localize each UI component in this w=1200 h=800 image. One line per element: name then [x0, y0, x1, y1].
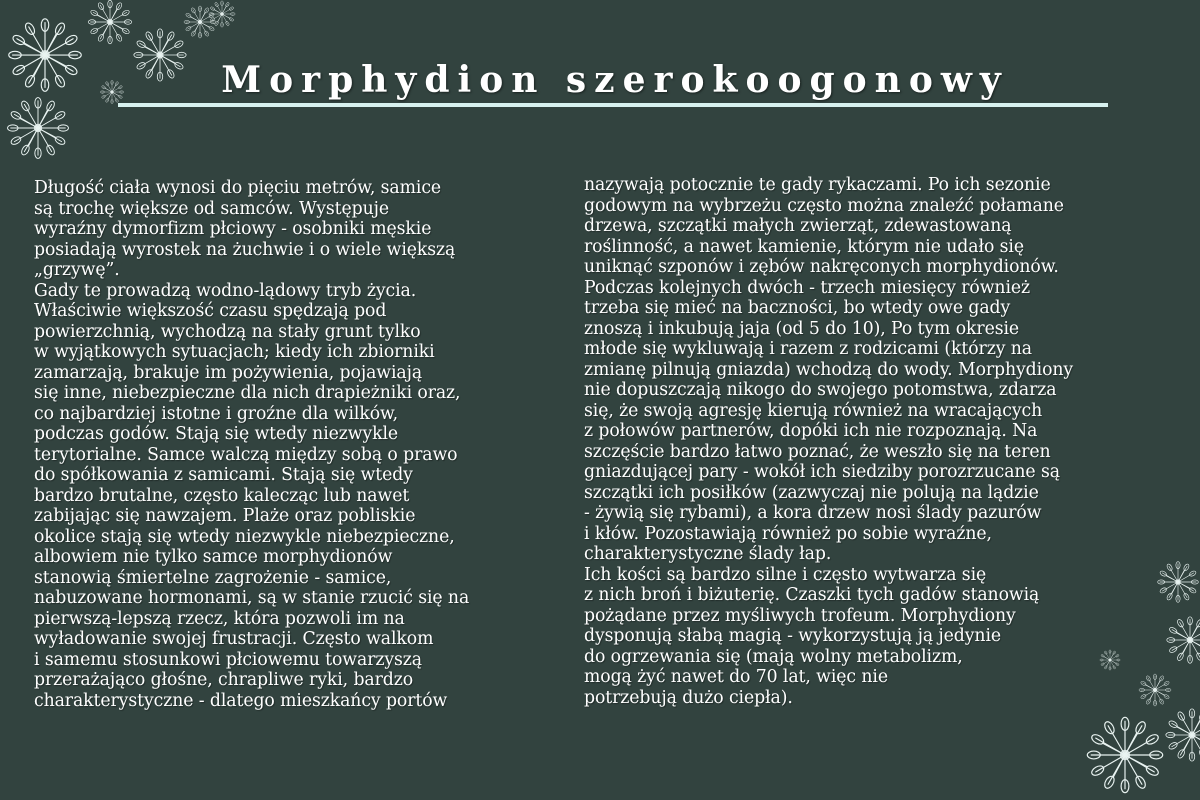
text-line: do spółkowania z samicami. Stają się wtedy [34, 465, 413, 485]
text-line: przerażająco głośne, chrapliwe ryki, bardzo [34, 670, 414, 690]
text-line: godowym na wybrzeżu często można znaleźć połamane [584, 195, 1064, 216]
title-underline [118, 103, 1108, 107]
text-line: pierwszą-lepszą rzecz, która pozwoli im na [34, 608, 405, 629]
text-line: potrzebują dużo ciepła). [584, 687, 793, 708]
text-line: szczęście bardzo łatwo poznać, że weszło się na teren [584, 441, 1051, 462]
text-line: co najbardziej istotne i groźne dla wilków, [34, 403, 399, 424]
text-line: powierzchnią, wychodzą na stały grunt tylko [34, 321, 421, 342]
text-line: nie dopuszczają nikogo do swojego potomstwa, zdarza [584, 380, 1057, 400]
text-line: Długość ciała wynosi do pięciu metrów, samice [34, 178, 442, 198]
left-text-column [34, 178, 469, 711]
text-line: i samemu stosunkowi płciowemu towarzyszą [34, 649, 423, 670]
text-line: charakterystyczne ślady łap. [584, 544, 832, 564]
text-line: dysponują słabą magią - wykorzystują ją jedynie [584, 626, 1002, 646]
text-line: z nich broń i biżuterię. Czaszki tych gadów stanowią [584, 585, 1040, 605]
text-line: charakterystyczne - dlatego mieszkańcy portów [34, 690, 448, 711]
text-line: posiadają wyrostek na żuchwie i o wiele większą [34, 239, 456, 260]
text-line: - żywią się rybami), a kora drzew nosi ślady pazurów [584, 503, 1042, 523]
text-line: trzeba się mieć na baczności, bo wtedy owe gady [584, 298, 1011, 318]
text-line: się inne, niebezpieczne dla nich drapieżniki oraz, [34, 383, 461, 403]
text-line: nazywają potocznie te gady rykaczami. Po ich sezonie [584, 175, 1051, 195]
text-line: mogą żyć nawet do 70 lat, więc nie [584, 667, 888, 687]
text-line: roślinność, a nawet kamienie, którym nie udało się [584, 236, 1024, 257]
text-line: Ich kości są bardzo silne i często wytwarza się [584, 564, 987, 585]
text-line: Właściwie większość czasu spędzają pod [34, 301, 387, 321]
text-line: „grzywę”. [34, 260, 120, 280]
text-line: do ogrzewania się (mają wolny metabolizm, [584, 646, 963, 667]
text-line: z połowów partnerów, dopóki ich nie rozpoznają. Na [584, 421, 1038, 441]
text-line: podczas godów. Stają się wtedy niezwykle [34, 424, 399, 444]
text-line: uniknąć szponów i zębów nakręconych morphydionów. [584, 257, 1059, 277]
text-line: młode się wykluwają i razem z rodzicami (którzy na [584, 339, 1032, 359]
text-line: stanowią śmiertelne zagrożenie - samice, [34, 567, 392, 588]
text-line: albowiem nie tylko samce morphydionów [34, 547, 393, 567]
text-line: okolice stają się wtedy niezwykle niebezpieczne, [34, 526, 455, 547]
text-line: Podczas kolejnych dwóch - trzech miesięcy również [584, 277, 1030, 298]
text-line: bardzo brutalne, często kalecząc lub nawet [34, 485, 410, 506]
page-title: Morphydion szerokoogonowy [221, 59, 1009, 101]
text-line: pożądane przez myśliwych trofeum. Morphydiony [584, 605, 1016, 626]
text-line: w wyjątkowych sytuacjach; kiedy ich zbiorniki [34, 342, 435, 362]
text-line: drzewa, szczątki małych zwierząt, zdewastowaną [584, 216, 1012, 236]
text-line: Gady te prowadzą wodno-lądowy tryb życia. [34, 280, 417, 301]
text-line: i kłów. Pozostawiają również po sobie wyraźne, [584, 523, 992, 544]
text-line: wyraźny dymorfizm płciowy - osobniki męskie [34, 219, 432, 239]
text-line: wyładowanie swojej frustracji. Często walkom [34, 629, 434, 649]
text-line: zabijając się nawzajem. Plaże oraz pobliskie [34, 506, 416, 526]
text-line: szczątki ich posiłków (zazwyczaj nie polują na lądzie [584, 482, 1039, 503]
text-line: terytorialne. Samce walczą między sobą o prawo [34, 444, 458, 465]
right-text-column [584, 175, 1073, 708]
text-line: gniazdującej pary - wokół ich siedziby porozrzucane są [584, 462, 1060, 482]
text-line: zmianę pilnują gniazda) wchodzą do wody. Morphydiony [584, 359, 1074, 380]
text-line: są trochę większe od samców. Występuje [34, 198, 390, 219]
text-line: znoszą i inkubują jaja (od 5 do 10), Po tym okresie [584, 318, 1020, 339]
text-line: zamarzają, brakuje im pożywienia, pojawiają [34, 362, 423, 383]
text-line: się, że swoją agresję kierują również na wracających [584, 400, 1043, 421]
text-line: nabuzowane hormonami, są w stanie rzucić się na [34, 588, 470, 608]
